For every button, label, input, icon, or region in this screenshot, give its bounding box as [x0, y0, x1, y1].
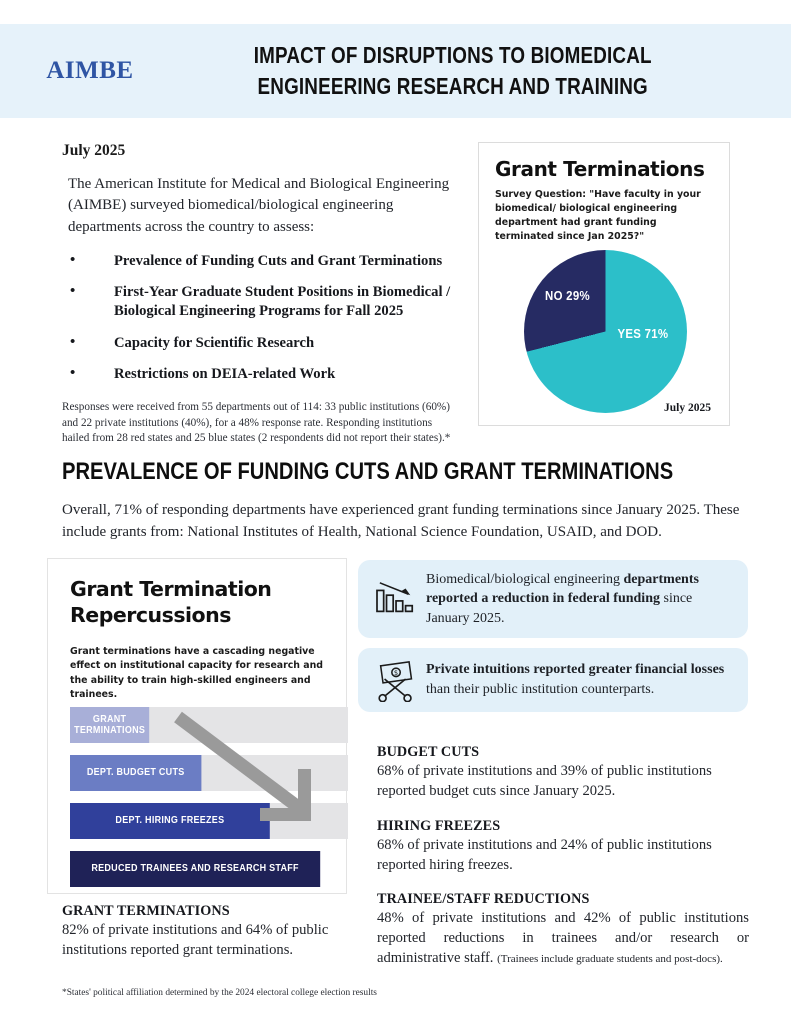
- stat-budget-cuts: [377, 744, 749, 802]
- response-rate-fineprint: Responses were received from 55 departments out of 114: 33 public institutions (60%) and 22 private institutions (40%), for a 48% response rate. Responding institutions hailed from 28 red states and 25 blue states (2 respondents did not report their states).*: [62, 401, 451, 445]
- stat-title: HIRING FREEZES: [377, 817, 501, 834]
- cascade-step-hiring-freezes: DEPT. HIRING FREEZES: [70, 803, 270, 839]
- pie-label-no: NO 29%: [545, 288, 590, 304]
- page-title-line1: IMPACT OF DISRUPTIONS TO BIOMEDICAL: [253, 41, 652, 68]
- page-title-line2: ENGINEERING RESEARCH AND TRAINING: [257, 73, 648, 99]
- intro-paragraph: The American Institute for Medical and Biological Engineering (AIMBE) surveyed biomedical/biological engineering departments across the country to assess:: [68, 176, 450, 235]
- page-footnote: *States' political affiliation determined by the 2024 electoral college election results: [62, 988, 377, 998]
- cascade-step-budget-cuts: DEPT. BUDGET CUTS: [70, 755, 201, 791]
- section-paragraph: Overall, 71% of responding departments have experienced grant funding terminations since January 2025. These include grants from: National Institutes of Health, National Science Foundation, USAID, and DOD.: [62, 502, 740, 540]
- chart-date-annotation: July 2025: [664, 402, 711, 415]
- list-item: • Capacity for Scientific Research: [62, 334, 462, 353]
- stat-note: (Trainees include graduate students and post-docs).: [497, 953, 723, 966]
- page-header: [0, 24, 791, 118]
- repercussions-title-line1: Grant Termination: [70, 577, 272, 601]
- stat-title: TRAINEE/STAFF REDUCTIONS: [377, 891, 590, 908]
- scissors-cutting-money-icon: [368, 656, 426, 704]
- cascade-diagram: [48, 707, 348, 892]
- callout-federal-funding-reduction: [358, 560, 748, 638]
- intro-block: [62, 142, 462, 447]
- stat-title: BUDGET CUTS: [377, 744, 480, 760]
- list-item: • First-Year Graduate Student Positions in Biomedical / Biological Engineering Programs for Fall 2025: [62, 283, 462, 322]
- declining-bar-chart-icon: [368, 575, 426, 623]
- cascade-step-reduced-trainees: REDUCED TRAINEES AND RESEARCH STAFF: [70, 851, 320, 887]
- repercussions-panel: [47, 558, 347, 894]
- repercussions-title: [70, 577, 326, 629]
- intro-date: July 2025: [62, 142, 126, 159]
- chart-survey-question: Survey Question: "Have faculty in your biomedical/ biological engineering department had grant funding terminated since Jan 2025?": [495, 189, 701, 243]
- assessment-bullet-list: [62, 252, 462, 384]
- stat-title: GRANT TERMINATIONS: [62, 903, 230, 919]
- chart-title: Grant Terminations: [495, 157, 705, 181]
- callout-text: Biomedical/biological engineering departments reported a reduction in federal funding since January 2025.: [426, 571, 699, 626]
- stat-body-text: 48% of private institutions and 42% of public institutions reported reductions in trainees and/or research or administrative staff.: [377, 910, 749, 967]
- stats-list: [377, 744, 749, 985]
- list-item: • Prevalence of Funding Cuts and Grant Terminations: [62, 252, 462, 271]
- stat-hiring-freezes: [377, 818, 749, 876]
- cascade-step-grant-terminations: GRANT TERMINATIONS: [70, 707, 149, 743]
- pie-label-yes: YES 71%: [617, 326, 669, 342]
- stat-body: [377, 909, 749, 969]
- grant-terminations-chart-panel: [478, 142, 730, 426]
- stat-trainee-staff-reductions: [377, 891, 749, 969]
- section-heading: PREVALENCE OF FUNDING CUTS AND GRANT TERMINATIONS: [62, 458, 674, 485]
- repercussions-subtitle: Grant terminations have a cascading negative effect on institutional capacity for research and the ability to train high-skilled engineers and trainees.: [70, 645, 323, 701]
- pie-chart: [495, 248, 713, 438]
- svg-text:$: $: [393, 669, 399, 678]
- page-title: [235, 40, 736, 102]
- stat-body: 82% of private institutions and 64% of public institutions reported grant terminations.: [62, 922, 329, 958]
- aimbe-logo: AIMBE: [46, 57, 134, 84]
- callout-private-institution-losses: [358, 648, 748, 712]
- stat-body: 68% of private institutions and 24% of public institutions reported hiring freezes.: [377, 836, 712, 873]
- repercussions-title-line2: Repercussions: [70, 602, 231, 627]
- list-item: • Restrictions on DEIA-related Work: [62, 365, 462, 384]
- callout-text: Private intuitions reported greater financial losses than their public institution counterparts.: [426, 662, 725, 697]
- stat-body: 68% of private institutions and 39% of public institutions reported budget cuts since January 2025.: [377, 763, 712, 799]
- stat-grant-terminations: [62, 903, 362, 961]
